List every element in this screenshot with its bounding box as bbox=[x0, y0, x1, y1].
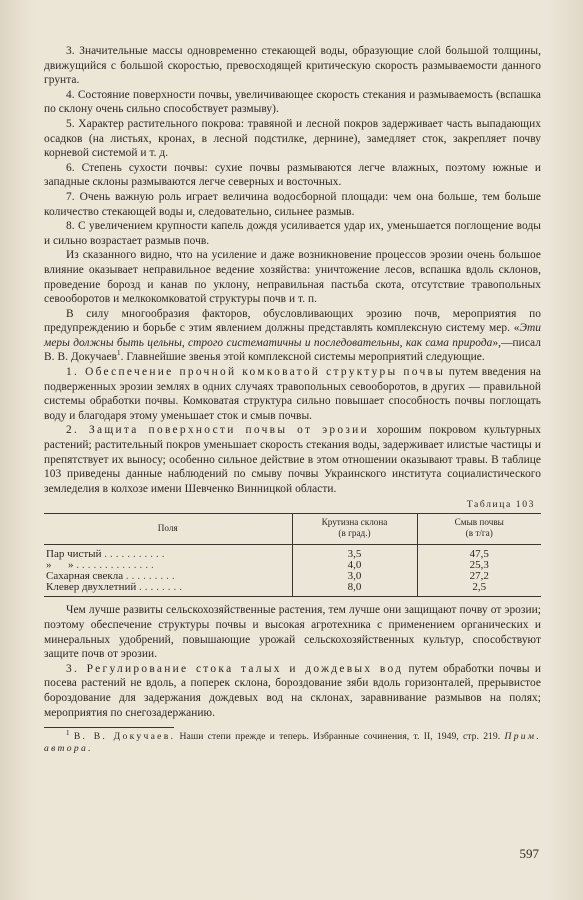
measure-3 bbox=[44, 662, 541, 720]
paragraph-4: 4. Состояние поверхности почвы, увеличивающее скорость стекания и размываемость (вспашка по склону очень сильно способствует размыву). bbox=[44, 88, 541, 116]
leader-dots: ........ bbox=[138, 582, 185, 594]
measure-1 bbox=[44, 365, 541, 423]
leader-dots: ........... bbox=[104, 548, 168, 561]
header-field: Поля bbox=[44, 514, 292, 545]
paragraph-7: 7. Очень важную роль играет величина водосборной площади: чем она больше, тем больше количество стекающей воды и, следовательно, сильнее размыв. bbox=[44, 190, 541, 218]
row-field: Клевер двухлетний bbox=[46, 582, 137, 594]
measure-3-text: путем обработки почвы и посева растений не вдоль, а поперек склона, бороздование зяби вдоль горизонталей, прерывистое бороздование для задержания дождевых вод на склонах, заравнивание размывов на полях; мероприятия по снегозадержанию. bbox=[44, 662, 541, 719]
measure-2-text: хорошим покровом культурных растений; растительный покров уменьшает скорость стекания воды, задерживает илистые частицы и препятствует их выносу; особенно сильное действие в этом отношении оказывают травы. В таблице 103 приведены данные наблюдений по смыву почвы Украинского института социалистического земледелия в колхозе имени Шевченко Винницкой области. bbox=[44, 424, 541, 495]
row-field: Сахарная свекла bbox=[46, 571, 124, 583]
leader-dots: .............. bbox=[76, 560, 157, 572]
paragraph-8: 8. С увеличением крупности капель дождя усиливается удар их, уменьшается поглощение воды и сильно возрастает размыв почв. bbox=[44, 220, 541, 247]
footnote-divider bbox=[44, 727, 174, 728]
footnote-text: Наши степи прежде и теперь. Избранные сочинения, т. II, 1949, стр. 219. bbox=[175, 731, 505, 743]
measure-1-heading: 1. Обеспечение прочной комковатой структуры почвы bbox=[66, 366, 446, 379]
text: В силу многообразия факторов, обусловливающих эрозию почв, мероприятия по предупреждению и борьбе с этим явлением должны представлять комплексную систему мер. « bbox=[44, 307, 541, 335]
table-row bbox=[44, 560, 541, 571]
footnote-mark: 1 bbox=[66, 728, 70, 737]
measure-1-text: путем введения на подверженных эрозии землях в одних случаях травопольных севооборотов, в других — правильной системы обработки почвы. Комковатая структура сильно повышает способность почвы поглощать воду и благодаря этому уменьшает сток и смыв почвы. bbox=[44, 366, 541, 422]
header-slope: Крутизна склона (в град.) bbox=[292, 514, 417, 545]
text: »,—писал В. В. Докучаев bbox=[44, 336, 541, 364]
paragraph-3: 3. Значительные массы одновременно стекающей воды, образующие слой большой толщины, движущийся с большой скоростью, превосходящей критическую скорость размываемости данного грунта. bbox=[44, 45, 541, 87]
paragraph-conclusion: Из сказанного видно, что на усиление и даже возникновение процессов эрозии очень большое влияние оказывает неправильное ведение хозяйства: уничтожение лесов, вспашка вдоль склонов, проведение борозд и канав по уклону, неправильная пастьба скота, отсутствие травопольных севооборотов и мелкокомковатой структуры почв и т. п. bbox=[44, 249, 541, 306]
row-washout: 25,3 bbox=[417, 560, 541, 571]
page-number: 597 bbox=[519, 846, 539, 861]
header-washout: Смыв почвы (в т/га) bbox=[417, 514, 541, 545]
table-caption: Таблица 103 bbox=[466, 499, 535, 511]
measure-2 bbox=[44, 423, 541, 496]
paragraph-measures-intro bbox=[44, 307, 541, 365]
row-slope: 3,5 bbox=[292, 545, 417, 561]
row-slope: 4,0 bbox=[292, 560, 417, 571]
row-slope: 8,0 bbox=[292, 582, 417, 597]
footnote-ref: 1 bbox=[117, 349, 121, 358]
paragraph-agrotechnics: Чем лучше развиты сельскохозяйственные растения, тем лучше они защищают почву от эрозии; поэтому обеспечение структуры почвы и высокая агротехника с применением органических и минеральных удобрений, повышающие урожай сельскохозяйственных культур, способствуют защите почв от эрозии. bbox=[44, 604, 541, 661]
table-row bbox=[44, 545, 541, 561]
measure-2-heading: 2. Защита поверхности почвы от эрозии bbox=[66, 424, 369, 437]
row-washout: 47,5 bbox=[417, 545, 541, 561]
footnote-note: Прим. автора. bbox=[44, 731, 542, 755]
leader-dots: ......... bbox=[125, 571, 178, 583]
paragraph-5: 5. Характер растительного покрова: травяной и лесной покров задерживает часть выпадающих осадков (на листьях, кронах, в лесной подстилке, дернине), замедляет сток, закрепляет почву корневой системой и т. д. bbox=[44, 117, 541, 160]
row-slope: 3,0 bbox=[292, 571, 417, 582]
row-washout: 27,2 bbox=[417, 571, 541, 582]
washout-table bbox=[44, 513, 541, 597]
table-row bbox=[44, 571, 541, 582]
row-field: Пар чистый bbox=[46, 548, 102, 561]
text: . Главнейшие звенья этой комплексной системы мероприятий следующие. bbox=[120, 351, 485, 364]
footnote-author: В. В. Докучаев. bbox=[73, 731, 176, 743]
paragraph-6: 6. Степень сухости почвы: сухие почвы размываются легче влажных, поэтому южные и западные склоны размываются легче северных и восточных. bbox=[44, 161, 541, 189]
measure-3-heading: 3. Регулирование стока талых и дождевых вод bbox=[66, 662, 404, 675]
row-washout: 2,5 bbox=[417, 582, 541, 597]
footnote bbox=[44, 728, 542, 755]
table-row bbox=[44, 582, 541, 597]
row-field: » » bbox=[46, 560, 74, 572]
dokuchaev-quote: Эти меры должны быть цельны, строго систематичны и последовательны, как сама природа bbox=[44, 322, 541, 349]
